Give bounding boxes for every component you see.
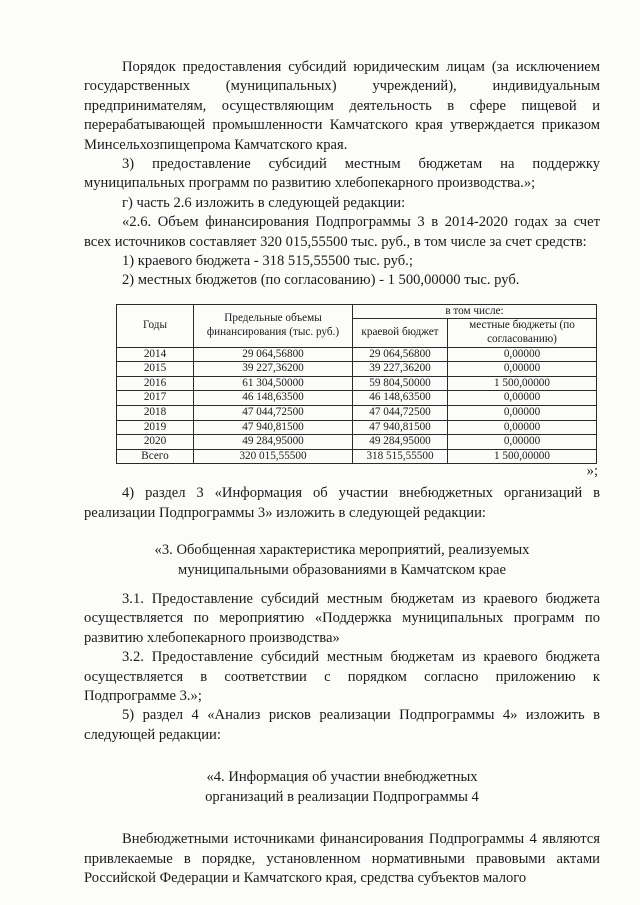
list-item-local-budget: 2) местных бюджетов (по согласованию) - 1 500,00000 тыс. руб. xyxy=(122,272,520,289)
table-row xyxy=(117,391,597,406)
cell-year: 2015 xyxy=(117,362,194,377)
cell-year: 2016 xyxy=(117,376,194,391)
cell-year: 2018 xyxy=(117,406,194,421)
table-row xyxy=(117,435,597,450)
cell-regional: 49 284,95000 xyxy=(353,435,448,450)
cell-total: 47 044,72500 xyxy=(194,406,353,421)
header-regional: краевой бюджет xyxy=(353,319,448,347)
paragraph-extrabudgetary: Внебюджетными источниками финансирования Подпрограммы 4 являются привлекаемые в порядке, установленном нормативными правовыми актами Российской Федерации и Камчатского края, средства субъектов малого xyxy=(84,831,600,886)
cell-regional: 47 940,81500 xyxy=(353,420,448,435)
table-row xyxy=(117,376,597,391)
cell-local: 0,00000 xyxy=(448,347,597,362)
cell-local: 1 500,00000 xyxy=(448,376,597,391)
section-4-heading-line2: организаций в реализации Подпрограммы 4 xyxy=(205,788,479,805)
paragraph-item-4: 4) раздел 3 «Информация об участии внебюджетных организаций в реализации Подпрограммы 3» изложить в следующей редакции: xyxy=(84,485,600,521)
cell-regional: 29 064,56800 xyxy=(353,347,448,362)
financing-table xyxy=(116,304,597,465)
paragraph-item-5: 5) раздел 4 «Анализ рисков реализации Подпрограммы 4» изложить в следующей редакции: xyxy=(84,707,600,743)
cell-regional: 318 515,55500 xyxy=(353,449,448,464)
section-4-heading-line1: «4. Информация об участии внебюджетных xyxy=(206,769,478,786)
cell-regional: 59 804,50000 xyxy=(353,376,448,391)
header-years: Годы xyxy=(117,304,194,347)
cell-local: 0,00000 xyxy=(448,406,597,421)
header-including: в том числе: xyxy=(353,304,597,319)
cell-total: 39 227,36200 xyxy=(194,362,353,377)
cell-year: 2017 xyxy=(117,391,194,406)
cell-local: 0,00000 xyxy=(448,391,597,406)
header-local: местные бюджеты (по согласованию) xyxy=(448,319,597,347)
cell-regional: 47 044,72500 xyxy=(353,406,448,421)
table-row xyxy=(117,362,597,377)
cell-regional: 46 148,63500 xyxy=(353,391,448,406)
paragraph-section-2-6: «2.6. Объем финансирования Подпрограммы 3 в 2014-2020 годах за счет всех источников составляет 320 015,55500 тыс. руб., в том числе за счет средств: xyxy=(84,214,600,250)
table-row xyxy=(117,420,597,435)
cell-total: 49 284,95000 xyxy=(194,435,353,450)
cell-local: 1 500,00000 xyxy=(448,449,597,464)
paragraph-item-g: г) часть 2.6 изложить в следующей редакции: xyxy=(122,194,406,211)
document-page xyxy=(84,58,600,888)
cell-year: 2014 xyxy=(117,347,194,362)
paragraph-item-3: 3) предоставление субсидий местным бюджетам на поддержку муниципальных программ по развитию хлебопекарного производства.»; xyxy=(84,156,600,192)
cell-local: 0,00000 xyxy=(448,362,597,377)
cell-total: 320 015,55500 xyxy=(194,449,353,464)
cell-local: 0,00000 xyxy=(448,435,597,450)
cell-year: Всего xyxy=(117,449,194,464)
paragraph-3-1: 3.1. Предоставление субсидий местным бюджетам из краевого бюджета осуществляется по мероприятию «Поддержка муниципальных программ по развитию хлебопекарного производства» xyxy=(84,591,600,646)
list-item-regional-budget: 1) краевого бюджета - 318 515,55500 тыс. руб.; xyxy=(122,253,413,270)
section-3-heading: «3. Обобщенная характеристика мероприятий, реализуемых муниципальными образованиями в Камчатском крае xyxy=(154,542,530,578)
cell-total: 47 940,81500 xyxy=(194,420,353,435)
cell-local: 0,00000 xyxy=(448,420,597,435)
cell-regional: 39 227,36200 xyxy=(353,362,448,377)
paragraph-3-2: 3.2. Предоставление субсидий местным бюджетам из краевого бюджета осуществляется в соответствии с порядком согласно приложению к Подпрограмме 3.»; xyxy=(84,649,600,705)
cell-total: 46 148,63500 xyxy=(194,391,353,406)
cell-year: 2019 xyxy=(117,420,194,435)
paragraph-subsidy-order: Порядок предоставления субсидий юридическим лицам (за исключением государственных (муниципальных) учреждений), индивидуальным предпринимателям, осуществляющим деятельность в сфере пищевой и перерабатывающей промышленности Камчатского края утверждается приказом Минсельхозпищепрома Камчатского края. xyxy=(84,59,600,153)
cell-year: 2020 xyxy=(117,435,194,450)
table-row xyxy=(117,406,597,421)
cell-total: 29 064,56800 xyxy=(194,347,353,362)
table-closing-quote: »; xyxy=(586,463,598,480)
header-limits: Предельные объемы финансирования (тыс. руб.) xyxy=(194,304,353,347)
cell-total: 61 304,50000 xyxy=(194,376,353,391)
table-row xyxy=(117,449,597,464)
table-row xyxy=(117,347,597,362)
